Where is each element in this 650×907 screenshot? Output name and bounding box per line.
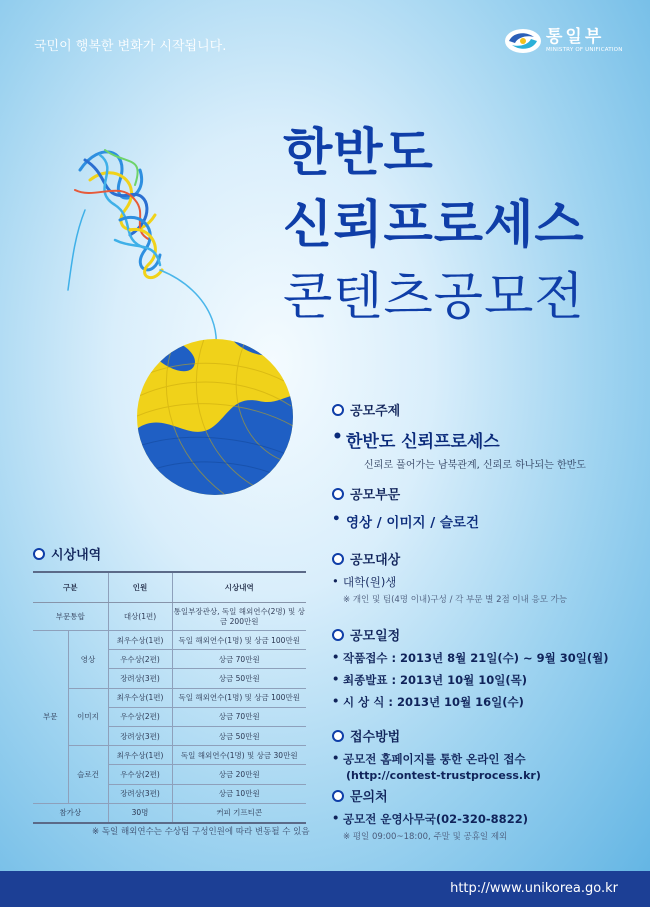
method-item: • 공모전 홈페이지를 통한 온라인 접수 <box>332 751 541 767</box>
ring-bullet-icon <box>332 790 344 802</box>
ministry-logo[interactable] <box>504 28 623 54</box>
awards-heading <box>33 544 101 563</box>
theme-item: • 한반도 신뢰프로세스 <box>332 427 586 452</box>
row-person: 최우수상(1편) <box>108 631 172 650</box>
table-header-row <box>33 572 306 603</box>
row-prize: 상금 50만원 <box>172 726 306 745</box>
table-row <box>33 631 306 650</box>
method-label: 접수방법 <box>350 730 401 745</box>
section-contact <box>332 786 528 842</box>
main-title <box>283 118 585 334</box>
logo-subtitle: MINISTRY OF UNIFICATION <box>546 47 623 53</box>
section-category-cell: 부문 <box>33 631 68 804</box>
general-category: 부문통합 <box>33 603 108 631</box>
group-name: 영상 <box>68 631 108 689</box>
ring-bullet-icon <box>332 488 344 500</box>
section-category <box>332 484 479 531</box>
theme-label: 공모주제 <box>350 404 401 419</box>
header-prize: 시상내역 <box>172 572 306 603</box>
contact-note: ※ 평일 09:00~18:00, 주말 및 공휴일 제외 <box>343 832 508 842</box>
footer-url-link[interactable]: http://www.unikorea.go.kr <box>450 881 618 896</box>
participation-prize: 커피 기프티콘 <box>172 803 306 823</box>
section-target <box>332 549 567 605</box>
schedule-item: • 시 상 식 : 2013년 10월 16일(수) <box>332 694 609 710</box>
footer-bar <box>0 871 650 907</box>
row-prize: 독일 해외연수(1명) 및 상금 100만원 <box>172 688 306 707</box>
table-row <box>33 603 306 631</box>
section-schedule <box>332 625 609 710</box>
category-label: 공모부문 <box>350 488 401 503</box>
schedule-label: 공모일정 <box>350 629 401 644</box>
section-theme <box>332 400 586 471</box>
title-line-3: 콘텐츠공모전 <box>283 268 585 327</box>
row-person: 장려상(3편) <box>108 726 172 745</box>
tagline: 국민이 행복한 변화가 시작됩니다. <box>34 39 227 54</box>
row-prize: 독일 해외연수(1명) 및 상금 30만원 <box>172 746 306 765</box>
row-prize: 상금 70만원 <box>172 707 306 726</box>
target-item: • 대학(원)생 <box>332 574 567 590</box>
table-row <box>33 746 306 765</box>
awards-label: 시상내역 <box>51 548 102 563</box>
title-line-2: 신뢰프로세스 <box>283 196 585 255</box>
ring-bullet-icon <box>332 629 344 641</box>
row-person: 최우수상(1편) <box>108 746 172 765</box>
yarn-ball-illustration <box>134 336 296 498</box>
method-url[interactable]: (http://contest-trustprocess.kr) <box>346 769 541 782</box>
group-name: 슬로건 <box>68 746 108 804</box>
row-prize: 상금 10만원 <box>172 784 306 803</box>
row-prize: 상금 20만원 <box>172 765 306 784</box>
ring-bullet-icon <box>332 730 344 742</box>
schedule-item: • 작품접수 : 2013년 8월 21일(수) ~ 9월 30일(월) <box>332 650 609 666</box>
target-label: 공모대상 <box>350 553 401 568</box>
row-person: 장려상(3편) <box>108 784 172 803</box>
logo-name: 통일부 <box>546 27 605 47</box>
row-person: 우수상(2편) <box>108 765 172 784</box>
ring-bullet-icon <box>33 548 45 560</box>
row-person: 우수상(2편) <box>108 707 172 726</box>
header-person: 인원 <box>108 572 172 603</box>
header-category: 구분 <box>33 572 108 603</box>
table-row <box>33 803 306 823</box>
awards-note: ※ 독일 해외연수는 수상팀 구성인원에 따라 변동될 수 있음 <box>92 827 310 837</box>
group-name: 이미지 <box>68 688 108 746</box>
target-note: ※ 개인 및 팀(4명 이내)구성 / 각 부문 별 2점 이내 응모 가능 <box>343 595 568 605</box>
participation-person: 30명 <box>108 803 172 823</box>
row-prize: 독일 해외연수(1명) 및 상금 100만원 <box>172 631 306 650</box>
title-line-1: 한반도 <box>283 124 434 183</box>
ring-bullet-icon <box>332 553 344 565</box>
table-row <box>33 688 306 707</box>
general-person: 대상(1편) <box>108 603 172 631</box>
category-item: • 영상 / 이미지 / 슬로건 <box>332 511 479 531</box>
schedule-item: • 최종발표 : 2013년 10월 10일(목) <box>332 672 609 688</box>
contact-label: 문의처 <box>350 790 388 805</box>
row-person: 우수상(2편) <box>108 650 172 669</box>
row-prize: 상금 50만원 <box>172 669 306 688</box>
ministry-emblem-icon <box>504 28 542 54</box>
row-person: 최우수상(1편) <box>108 688 172 707</box>
general-prize: 통일부장관상, 독일 해외연수(2명) 및 상금 200만원 <box>172 603 306 631</box>
row-person: 장려상(3편) <box>108 669 172 688</box>
awards-table <box>33 571 306 824</box>
section-method <box>332 726 541 782</box>
contact-item: • 공모전 운영사무국(02-320-8822) <box>332 811 528 827</box>
row-prize: 상금 70만원 <box>172 650 306 669</box>
theme-description: 신뢰로 풀어가는 남북관계, 신뢰로 하나되는 한반도 <box>364 460 586 471</box>
ring-bullet-icon <box>332 404 344 416</box>
participation-category: 참가상 <box>33 803 108 823</box>
